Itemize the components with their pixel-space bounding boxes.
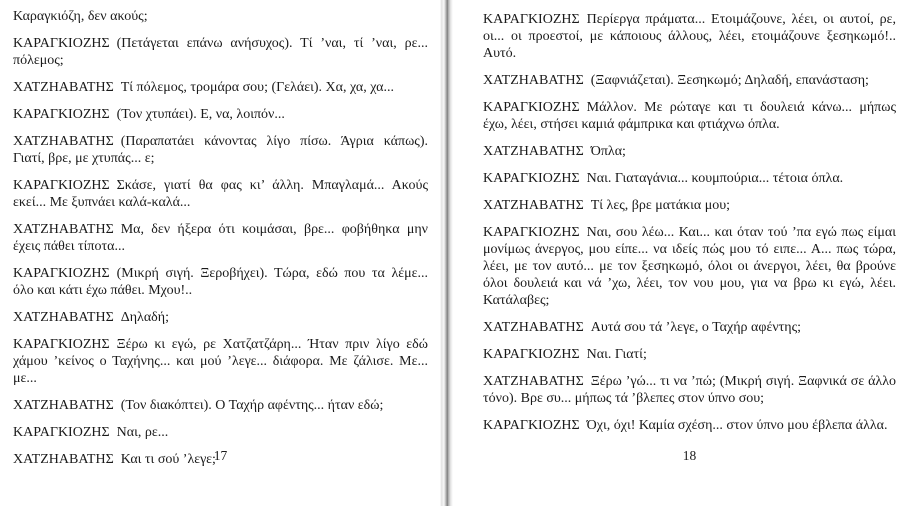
dialogue-text: Καραγκιόζη, δεν ακούς; xyxy=(13,9,148,24)
dialogue-text: Αυτά σου τά ’λεγε, ο Ταχήρ αφέντης; xyxy=(590,320,802,335)
dialogue-paragraph xyxy=(13,424,428,441)
dialogue-paragraph xyxy=(483,170,896,187)
dialogue-text: Ξέρω ’γώ... τι να ’πώ; (Μικρή σιγή. Ξαφνικά σε άλλο τόνο). Βρε συ... μήπως τά ’βλεπες στον ύπνο σου; xyxy=(483,374,896,406)
dialogue-text: (Πετάγεται επάνω ανήσυχος). Τί ’ναι, τί ’ναι, ρε... πόλεμος; xyxy=(13,36,428,68)
dialogue-text: Όχι, όχι! Καμία σχέση... στον ύπνο μου έβλεπα άλλα. xyxy=(586,418,888,433)
dialogue-paragraph xyxy=(483,197,896,214)
speaker-name: ΧΑΤΖΗΑΒΑΤΗΣ xyxy=(483,374,584,389)
speaker-name: ΧΑΤΖΗΑΒΑΤΗΣ xyxy=(483,144,584,159)
dialogue-text: Τί πόλεμος, τρομάρα σου; (Γελάει). Χα, χα, χα... xyxy=(120,80,394,95)
speaker-name: ΧΑΤΖΗΑΒΑΤΗΣ xyxy=(13,222,114,237)
speaker-name: ΚΑΡΑΓΚΙΟΖΗΣ xyxy=(13,425,110,440)
speaker-name: ΧΑΤΖΗΑΒΑΤΗΣ xyxy=(483,198,584,213)
dialogue-paragraph xyxy=(13,336,428,387)
dialogue-paragraph xyxy=(13,221,428,255)
dialogue-paragraph xyxy=(483,99,896,133)
dialogue-text: Και τι σού ’λεγε; xyxy=(120,452,216,467)
dialogue-text: Σκάσε, γιατί θα φας κι’ άλλη. Μπαγλαμά... Ακούς εκεί... Με ξυπνάει καλά-καλά... xyxy=(13,178,428,210)
page-right xyxy=(453,0,901,506)
speaker-name: ΚΑΡΑΓΚΙΟΖΗΣ xyxy=(483,100,580,115)
speaker-name: ΧΑΤΖΗΑΒΑΤΗΣ xyxy=(13,398,114,413)
speaker-name: ΧΑΤΖΗΑΒΑΤΗΣ xyxy=(13,310,114,325)
speaker-name: ΚΑΡΑΓΚΙΟΖΗΣ xyxy=(483,171,580,186)
dialogue-text: Ναι. Γιατί; xyxy=(586,347,647,362)
dialogue-text: Μα, δεν ήξερα ότι κοιμάσαι, βρε... φοβήθηκα μην έχεις πάθει τίποτα... xyxy=(13,222,428,254)
dialogue-text: Μάλλον. Με ρώταγε και τι δουλειά κάνω... μήπως έχω, λέει, στήσει καμιά φάμπρικα και φτιάχνω όπλα. xyxy=(483,100,896,132)
speaker-name: ΧΑΤΖΗΑΒΑΤΗΣ xyxy=(13,80,114,95)
dialogue-text: Ναι. Γιαταγάνια... κουμπούρια... τέτοια όπλα. xyxy=(586,171,844,186)
dialogue-text: Δηλαδή; xyxy=(120,310,169,325)
dialogue-paragraph xyxy=(483,72,896,89)
dialogue-paragraph xyxy=(483,346,896,363)
speaker-name: ΚΑΡΑΓΚΙΟΖΗΣ xyxy=(13,107,110,122)
page-number: 17 xyxy=(213,448,228,463)
speaker-name: ΧΑΤΖΗΑΒΑΤΗΣ xyxy=(13,452,114,467)
speaker-name: ΧΑΤΖΗΑΒΑΤΗΣ xyxy=(483,320,584,335)
speaker-name: ΧΑΤΖΗΑΒΑΤΗΣ xyxy=(483,73,584,88)
page-number: 18 xyxy=(682,448,697,463)
dialogue-text: Ναι, ρε... xyxy=(116,425,169,440)
page-left xyxy=(0,0,441,506)
dialogue-paragraph xyxy=(13,133,428,167)
dialogue-text: Ξέρω κι εγώ, ρε Χατζατζάρη... Ήταν πριν λίγο εδώ χάμου ’κείνος ο Ταχήνης... και μού ’λεγε... διάφορα. Με ζάλισε. Με... με... xyxy=(13,337,428,386)
speaker-name: ΚΑΡΑΓΚΙΟΖΗΣ xyxy=(483,347,580,362)
dialogue-paragraph xyxy=(13,397,428,414)
speaker-name: ΚΑΡΑΓΚΙΟΖΗΣ xyxy=(13,178,110,193)
speaker-name: ΧΑΤΖΗΑΒΑΤΗΣ xyxy=(13,134,114,149)
dialogue-paragraph xyxy=(13,177,428,211)
speaker-name: ΚΑΡΑΓΚΙΟΖΗΣ xyxy=(483,418,580,433)
dialogue-paragraph xyxy=(13,8,428,25)
dialogue-text: Όπλα; xyxy=(590,144,626,159)
speaker-name: ΚΑΡΑΓΚΙΟΖΗΣ xyxy=(13,266,110,281)
speaker-name: ΚΑΡΑΓΚΙΟΖΗΣ xyxy=(483,12,580,27)
speaker-name: ΚΑΡΑΓΚΙΟΖΗΣ xyxy=(483,225,580,240)
dialogue-text: Τί λες, βρε ματάκια μου; xyxy=(590,198,731,213)
dialogue-text: Ναι, σου λέω... Και... και όταν τού ’πα εγώ πως είμαι μονίμως άνεργος, μου είπε... να ιδείς πώς μου τό ειπε... Α... πως τώρα, λέει, με τον αυτό... με τον ξεσηκωμό, όλοι οι άνεργοι, λέει, θα βρούνε όλοι δουλειά και νά ’χω, λέει, τον νου μου, για να βρω κι εγώ, λέει. Κατάλαβες; xyxy=(483,225,896,308)
dialogue-paragraph xyxy=(13,309,428,326)
dialogue-paragraph xyxy=(483,11,896,62)
dialogue-paragraph xyxy=(483,143,896,160)
dialogue-text: (Τον χτυπάει). Ε, να, λοιπόν... xyxy=(116,107,285,122)
dialogue-paragraph xyxy=(13,35,428,69)
dialogue-text: (Παραπατάει κάνοντας λίγο πίσω. Άγρια κάπως). Γιατί, βρε, με χτυπάς... ε; xyxy=(13,134,428,166)
dialogue-paragraph xyxy=(483,224,896,309)
dialogue-text: Περίεργα πράματα... Ετοιμάζουνε, λέει, οι αυτοί, ρε, οι... οι προεστοί, με κάποιους άλλους, λέει, ετοιμάζουνε ξεσηκωμό!.. Αυτό. xyxy=(483,12,896,61)
dialogue-paragraph xyxy=(483,417,896,434)
dialogue-text: (Τον διακόπτει). Ο Ταχήρ αφέντης... ήταν εδώ; xyxy=(120,398,384,413)
dialogue-text: (Ξαφνιάζεται). Ξεσηκωμό; Δηλαδή, επανάσταση; xyxy=(590,73,869,88)
dialogue-paragraph xyxy=(13,79,428,96)
dialogue-text: (Μικρή σιγή. Ξεροβήχει). Τώρα, εδώ που τα λέμε... όλο και κάτι έχω πάθει. Μχου!.. xyxy=(13,266,428,298)
dialogue-paragraph xyxy=(483,319,896,336)
dialogue-paragraph xyxy=(13,106,428,123)
dialogue-paragraph xyxy=(483,373,896,407)
speaker-name: ΚΑΡΑΓΚΙΟΖΗΣ xyxy=(13,36,110,51)
speaker-name: ΚΑΡΑΓΚΙΟΖΗΣ xyxy=(13,337,110,352)
page-gutter-shadow xyxy=(440,0,453,506)
dialogue-paragraph xyxy=(13,265,428,299)
